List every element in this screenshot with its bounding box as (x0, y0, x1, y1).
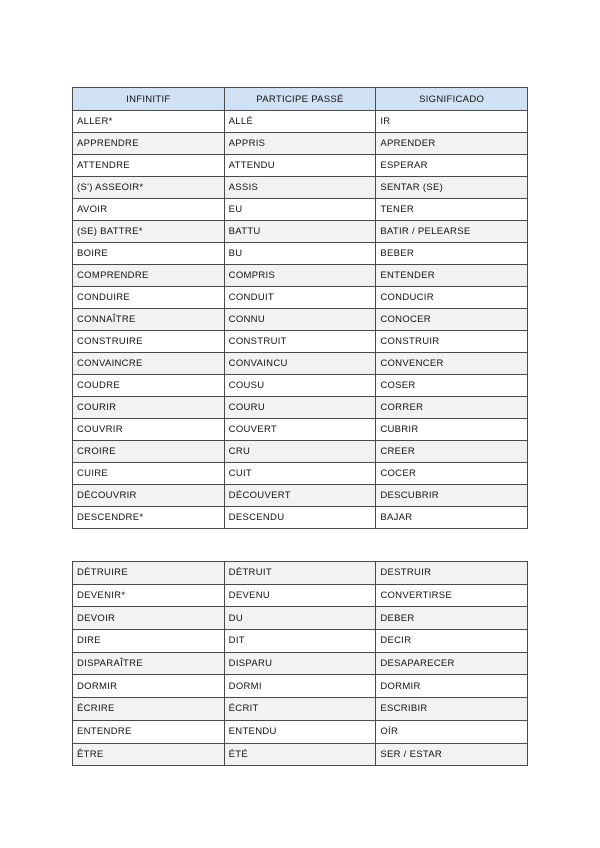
table-row (73, 133, 528, 155)
significado-cell: DESAPARECER (376, 652, 528, 675)
infinitif-cell: DÉCOUVRIR (73, 485, 225, 507)
participe-passe-cell: BU (224, 243, 376, 265)
significado-cell: IR (376, 111, 528, 133)
participe-passe-cell: DU (224, 607, 376, 630)
table-row (73, 485, 528, 507)
verbs-table-1 (72, 87, 528, 529)
infinitif-cell: ALLER* (73, 111, 225, 133)
table-row (73, 221, 528, 243)
table-row (73, 463, 528, 485)
significado-cell: TENER (376, 199, 528, 221)
table-row (73, 743, 528, 766)
infinitif-cell: ENTENDRE (73, 720, 225, 743)
participe-passe-cell: APPRIS (224, 133, 376, 155)
participe-passe-cell: CONNU (224, 309, 376, 331)
table-row (73, 562, 528, 585)
infinitif-cell: CONDUIRE (73, 287, 225, 309)
participe-passe-cell: ÉTÉ (224, 743, 376, 766)
infinitif-cell: CONNAÎTRE (73, 309, 225, 331)
significado-cell: DORMIR (376, 675, 528, 698)
significado-cell: COSER (376, 375, 528, 397)
participe-passe-cell: DEVENU (224, 584, 376, 607)
table-row (73, 607, 528, 630)
table-row (73, 331, 528, 353)
participe-passe-cell: ENTENDU (224, 720, 376, 743)
table-row (73, 507, 528, 529)
significado-cell: DESTRUIR (376, 562, 528, 585)
table-row (73, 630, 528, 653)
verbs-table-2 (72, 561, 528, 766)
significado-cell: BAJAR (376, 507, 528, 529)
significado-cell: BEBER (376, 243, 528, 265)
infinitif-cell: DORMIR (73, 675, 225, 698)
participe-passe-cell: ATTENDU (224, 155, 376, 177)
participe-passe-cell: ALLÉ (224, 111, 376, 133)
table-row (73, 419, 528, 441)
infinitif-cell: BOIRE (73, 243, 225, 265)
table-row (73, 199, 528, 221)
table-row (73, 111, 528, 133)
infinitif-cell: DIRE (73, 630, 225, 653)
table-row (73, 309, 528, 331)
significado-cell: BATIR / PELEARSE (376, 221, 528, 243)
table-row (73, 698, 528, 721)
infinitif-cell: ÉCRIRE (73, 698, 225, 721)
table-row (73, 243, 528, 265)
infinitif-cell: CONSTRUIRE (73, 331, 225, 353)
infinitif-cell: CONVAINCRE (73, 353, 225, 375)
significado-cell: DESCUBRIR (376, 485, 528, 507)
participe-passe-cell: DIT (224, 630, 376, 653)
table-row (73, 584, 528, 607)
significado-cell: SENTAR (SE) (376, 177, 528, 199)
infinitif-cell: COURIR (73, 397, 225, 419)
infinitif-cell: DESCENDRE* (73, 507, 225, 529)
header-infinitif: INFINITIF (73, 88, 225, 111)
significado-cell: DEBER (376, 607, 528, 630)
participe-passe-cell: CUIT (224, 463, 376, 485)
participe-passe-cell: CONDUIT (224, 287, 376, 309)
participe-passe-cell: ÉCRIT (224, 698, 376, 721)
participe-passe-cell: COURU (224, 397, 376, 419)
significado-cell: ESPERAR (376, 155, 528, 177)
participe-passe-cell: DESCENDU (224, 507, 376, 529)
infinitif-cell: DEVENIR* (73, 584, 225, 607)
participe-passe-cell: BATTU (224, 221, 376, 243)
infinitif-cell: DÉTRUIRE (73, 562, 225, 585)
header-participe-passe: PARTICIPE PASSÉ (224, 88, 376, 111)
significado-cell: DECIR (376, 630, 528, 653)
table-row (73, 675, 528, 698)
infinitif-cell: CROIRE (73, 441, 225, 463)
participe-passe-cell: DISPARU (224, 652, 376, 675)
participe-passe-cell: CONVAINCU (224, 353, 376, 375)
infinitif-cell: DISPARAÎTRE (73, 652, 225, 675)
participe-passe-cell: DORMI (224, 675, 376, 698)
significado-cell: CREER (376, 441, 528, 463)
participe-passe-cell: CONSTRUIT (224, 331, 376, 353)
table-row (73, 353, 528, 375)
significado-cell: SER / ESTAR (376, 743, 528, 766)
table-row (73, 177, 528, 199)
participe-passe-cell: EU (224, 199, 376, 221)
table-row (73, 720, 528, 743)
infinitif-cell: AVOIR (73, 199, 225, 221)
significado-cell: COCER (376, 463, 528, 485)
significado-cell: CORRER (376, 397, 528, 419)
infinitif-cell: CUIRE (73, 463, 225, 485)
participe-passe-cell: COUSU (224, 375, 376, 397)
infinitif-cell: DEVOIR (73, 607, 225, 630)
infinitif-cell: (SE) BATTRE* (73, 221, 225, 243)
infinitif-cell: APPRENDRE (73, 133, 225, 155)
participe-passe-cell: ASSIS (224, 177, 376, 199)
infinitif-cell: ÊTRE (73, 743, 225, 766)
significado-cell: CONSTRUIR (376, 331, 528, 353)
significado-cell: CONDUCIR (376, 287, 528, 309)
participe-passe-cell: COUVERT (224, 419, 376, 441)
header-row (73, 88, 528, 111)
significado-cell: CONVERTIRSE (376, 584, 528, 607)
infinitif-cell: ATTENDRE (73, 155, 225, 177)
participe-passe-cell: DÉCOUVERT (224, 485, 376, 507)
table-row (73, 652, 528, 675)
significado-cell: ENTENDER (376, 265, 528, 287)
infinitif-cell: (S') ASSEOIR* (73, 177, 225, 199)
significado-cell: ESCRIBIR (376, 698, 528, 721)
significado-cell: CONOCER (376, 309, 528, 331)
participe-passe-cell: DÉTRUIT (224, 562, 376, 585)
significado-cell: CONVENCER (376, 353, 528, 375)
table-row (73, 441, 528, 463)
infinitif-cell: COUDRE (73, 375, 225, 397)
header-significado: SIGNIFICADO (376, 88, 528, 111)
infinitif-cell: COMPRENDRE (73, 265, 225, 287)
significado-cell: APRENDER (376, 133, 528, 155)
table-row (73, 397, 528, 419)
table-row (73, 155, 528, 177)
participe-passe-cell: CRU (224, 441, 376, 463)
significado-cell: CUBRIR (376, 419, 528, 441)
infinitif-cell: COUVRIR (73, 419, 225, 441)
participe-passe-cell: COMPRIS (224, 265, 376, 287)
significado-cell: OÍR (376, 720, 528, 743)
table-row (73, 375, 528, 397)
table-row (73, 265, 528, 287)
table-row (73, 287, 528, 309)
